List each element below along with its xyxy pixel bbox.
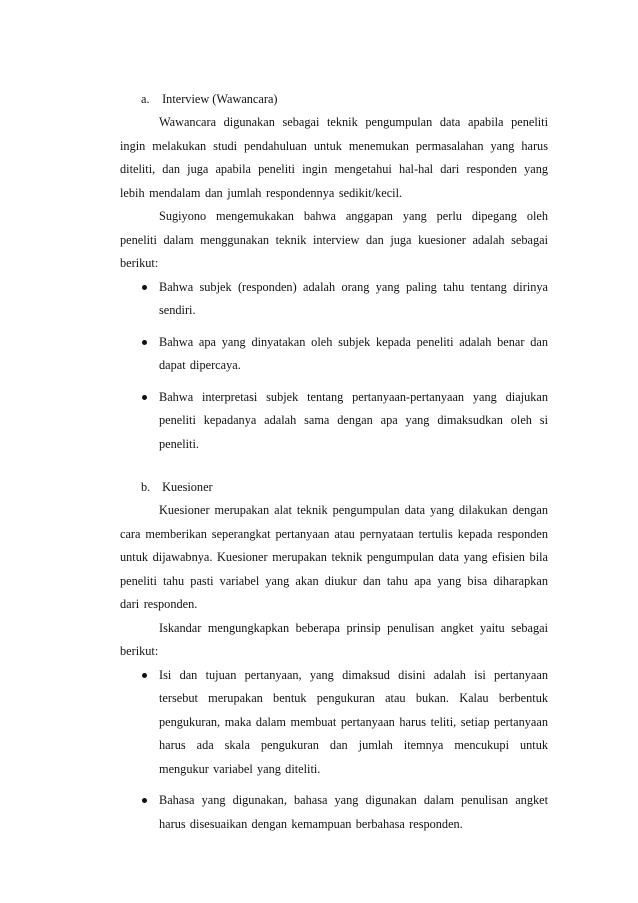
bullet-list-a	[120, 276, 548, 457]
section-b-marker: b.	[141, 480, 151, 494]
list-item-text: Isi dan tujuan pertanyaan, yang dimaksud disini adalah isi pertanyaan tersebut merupakan bentuk pengukuran atau bukan. Kalau berbentuk pengukuran, maka dalam membuat pertanyaan harus teliti, setiap pertanyaan harus ada skala pengukuran dan jumlah itemnya mencukupi untuk mengukur variabel yang diteliti.	[159, 667, 548, 776]
section-a-marker: a.	[141, 92, 150, 106]
bullet-icon	[142, 673, 147, 678]
bullet-icon	[142, 798, 147, 803]
bullet-icon	[142, 395, 147, 400]
list-item-text: Bahwa interpretasi subjek tentang pertanyaan-pertanyaan yang diajukan peneliti kepadanya adalah sama dengan apa yang dimaksudkan oleh si peneliti.	[159, 389, 548, 451]
list-item	[120, 386, 548, 457]
list-item-text: Bahasa yang digunakan, bahasa yang digunakan dalam penulisan angket harus disesuaikan dengan kemampuan berbahasa responden.	[159, 793, 548, 831]
section-spacer	[120, 464, 548, 476]
list-item-text: Bahwa subjek (responden) adalah orang yang paling tahu tentang dirinya sendiri.	[159, 279, 548, 317]
list-item	[120, 789, 548, 836]
list-item	[120, 664, 548, 782]
list-item-text: Bahwa apa yang dinyatakan oleh subjek kepada peneliti adalah benar dan dapat dipercaya.	[159, 334, 548, 372]
bullet-list-b	[120, 664, 548, 837]
section-b-heading	[141, 476, 548, 499]
document-body	[120, 88, 548, 844]
section-a-title: Interview (Wawancara)	[162, 92, 278, 106]
section-a-heading	[141, 88, 548, 111]
paragraph: Kuesioner merupakan alat teknik pengumpulan data yang dilakukan dengan cara memberikan seperangkat pertanyaan atau pernyataan tertulis kepada responden untuk dijawabnya. Kuesioner merupakan teknik pengumpulan data yang efisien bila peneliti tahu pasti variabel yang akan diukur dan tahu apa yang bisa diharapkan dari responden.	[120, 503, 548, 611]
section-b-title: Kuesioner	[162, 480, 213, 494]
paragraph: Iskandar mengungkapkan beberapa prinsip penulisan angket yaitu sebagai berikut:	[120, 620, 548, 658]
list-item	[120, 276, 548, 323]
list-item	[120, 331, 548, 378]
bullet-icon	[142, 340, 147, 345]
paragraph: Sugiyono mengemukakan bahwa anggapan yang perlu dipegang oleh peneliti dalam menggunakan teknik interview dan juga kuesioner adalah sebagai berikut:	[120, 209, 548, 270]
paragraph: Wawancara digunakan sebagai teknik pengumpulan data apabila peneliti ingin melakukan studi pendahuluan untuk menemukan permasalahan yang harus diteliti, dan juga apabila peneliti ingin mengetahui hal-hal dari responden yang lebih mendalam dan jumlah respondennya sedikit/kecil.	[120, 115, 548, 200]
bullet-icon	[142, 285, 147, 290]
